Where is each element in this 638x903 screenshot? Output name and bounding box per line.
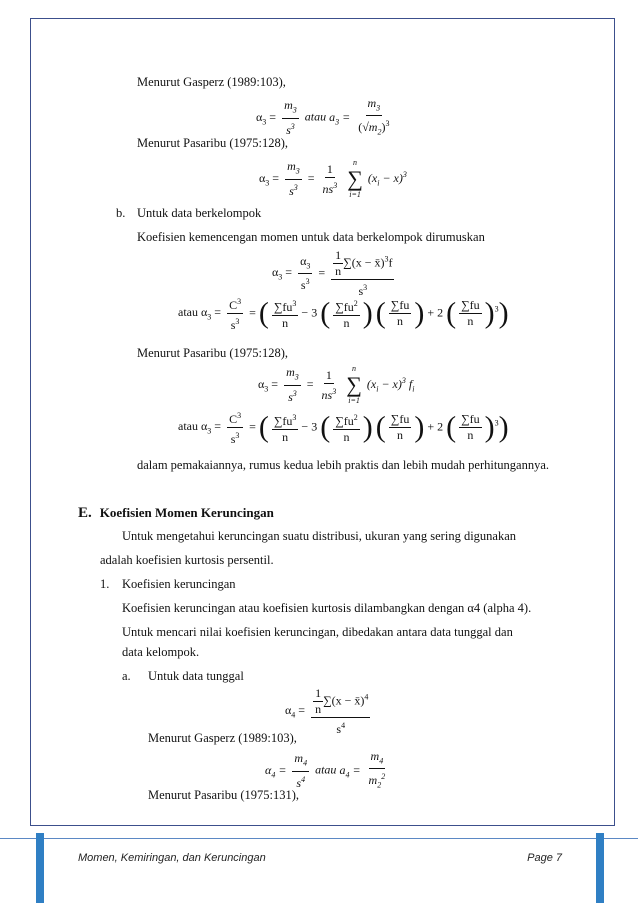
text-pasaribu-1: Menurut Pasaribu (1975:128), [137,136,289,150]
paragraph-line-1: Untuk mengetahui keruncingan suatu distribusi, ukuran yang sering digunakan [122,529,517,543]
section-heading-e [78,505,274,522]
list-marker-1: 1. [100,577,110,591]
formula-kurtosis-single: $\alpha_4$ = $\frac{1}{n}$ ∑(x − x̄)$^4$ $s^4$ [285,686,369,736]
text-data-berkelompok: Untuk data berkelompok [137,206,262,220]
footer-bar-right [596,833,604,903]
atau-word-2: atau [315,762,337,777]
paragraph-line-2: adalah koefisien kurtosis persentil. [100,553,274,567]
text-mencari-nilai: Untuk mencari nilai koefisien keruncingan, dibedakan antara data tunggal dan [122,625,513,639]
footer-bar-left [36,833,44,903]
text-gasperz-2: Menurut Gasperz (1989:103), [148,731,297,745]
atau-word: atau [304,109,327,124]
formula-pasaribu-grouped: $\alpha_3$ = $\frac{m_3}{s^3}$ = $\frac{1}{ns^3}$ n ∑ i=1 $(x_i - x)^3$ $f_i$ [258,364,415,405]
formula-grouped-skew-atau-2: atau $\alpha_3$ = $\frac{C^3}{s^3}$ = ( $\frac{\sum fu^3}{n}$ − 3 ( $\frac{\sum fu^2}{n}$ ) ( $\frac{\sum fu}{n}$ ) + 2 ( $\frac{\sum fu}{n}$ )$^3$) [178,408,509,447]
text-data-tunggal: Untuk data tunggal [148,669,244,683]
page-number: Page 7 [527,852,562,864]
section-letter: E. [78,505,92,521]
text-pasaribu-2: Menurut Pasaribu (1975:128), [137,346,289,360]
section-title: Koefisien Momen Keruncingan [99,505,274,520]
text-gasperz-1: Menurut Gasperz (1989:103), [137,75,286,89]
formula-gasperz-skew: $\alpha_3$ = $\frac{m_3}{s^3}$ atau $a_3$ = $\frac{m_3}{(√m_2)^3}$ [256,96,390,137]
formula-gasperz-kurtosis: $\alpha_4$ = $\frac{m_4}{s^4}$ atau $a_4$ = $\frac{m_4}{m_2^2}$ [265,749,386,790]
footer-title: Momen, Kemiringan, dan Keruncingan [78,852,266,864]
list-marker-b: b. [116,206,126,220]
formula-grouped-skew-atau-1: atau $\alpha_3$ = $\frac{C^3}{s^3}$ = ( $\frac{\sum fu^3}{n}$ − 3 ( $\frac{\sum fu^2}{n}$ ) ( $\frac{\sum fu}{n}$ ) + 2 ( $\frac{\sum fu}{n}$ )$^3$) [178,294,509,333]
text-pasaribu-3: Menurut Pasaribu (1975:131), [148,788,300,802]
text-data-kelompok: data kelompok. [122,645,200,659]
text-pemakaian: dalam pemakaiannya, rumus kedua lebih praktis dan lebih mudah perhitungannya. [137,458,550,472]
formula-grouped-skew: $\alpha_3$ = $\frac{\alpha_3}{s^3}$ = $\frac{1}{n}$ ∑(x − x̄)$^3$f $s^3$ [272,248,393,298]
text-koefisien-keruncingan: Koefisien keruncingan [122,577,236,591]
formula-pasaribu-skew: $\alpha_3$ = $\frac{m_3}{s^3}$ = $\frac{1}{ns^3}$ n ∑ i=1 $(x_i - x)^3$ [259,158,407,199]
footer-divider [0,838,638,839]
list-marker-a: a. [122,669,131,683]
text-koefisien-kemencengan: Koefisien kemencengan momen untuk data berkelompok dirumuskan [137,230,485,244]
text-kurtosis-alpha4: Koefisien keruncingan atau koefisien kurtosis dilambangkan dengan α4 (alpha 4). [122,601,532,615]
